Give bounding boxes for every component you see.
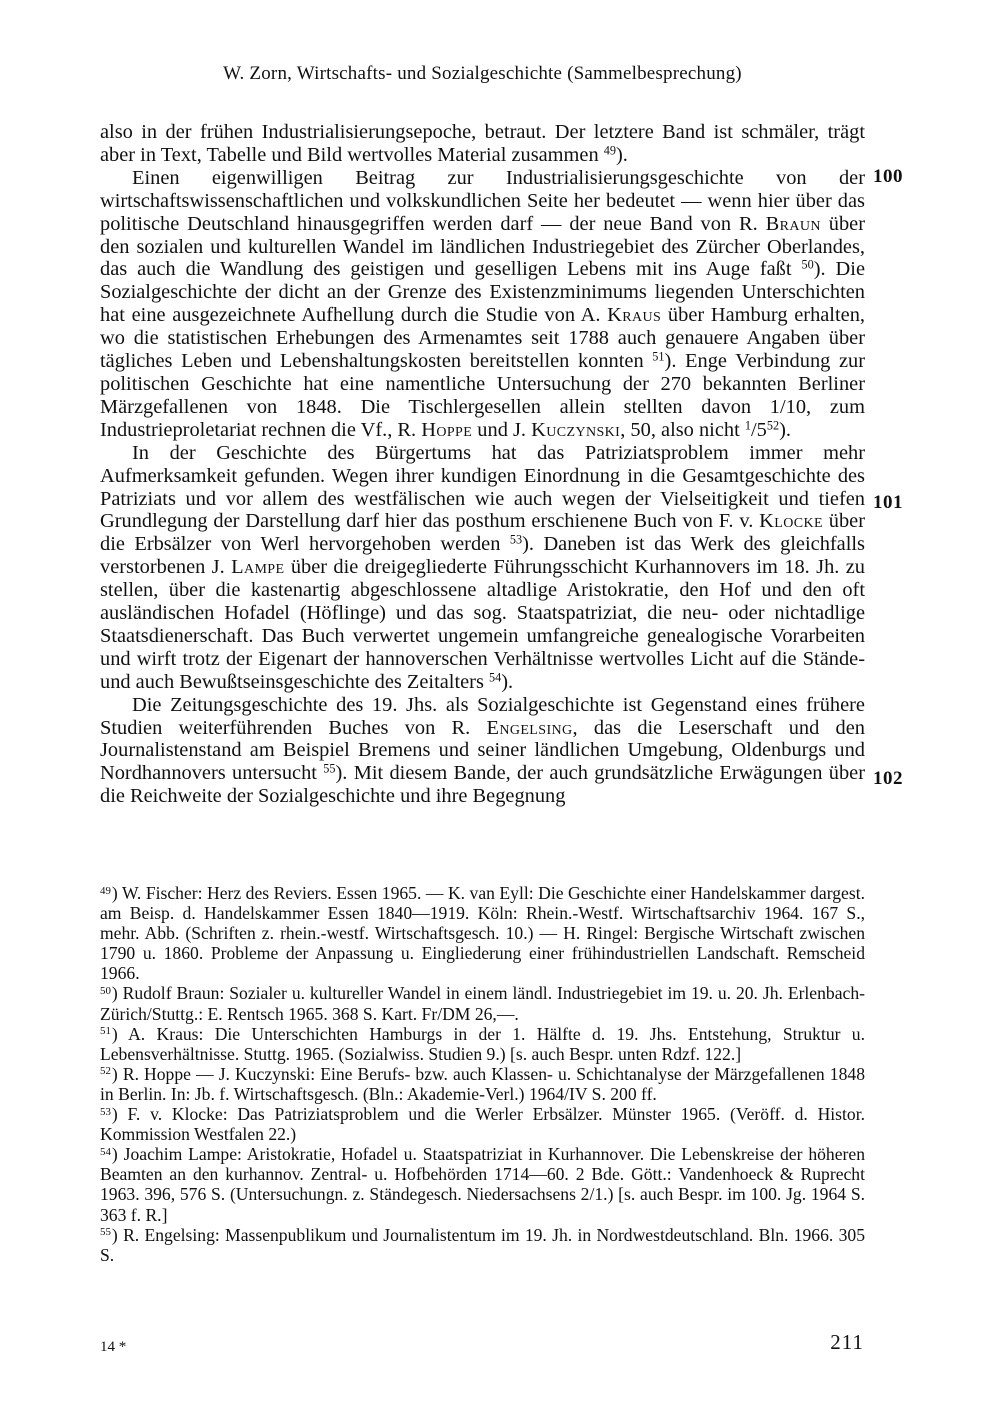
text-run: über die Erbsälzer von Werl hervorgehoben werden — [100, 510, 865, 556]
margin-number-100: 100 — [873, 166, 903, 187]
paragraph-1 — [100, 121, 865, 167]
footnote-text: ) A. Kraus: Die Unterschichten Hamburgs in der 1. Hälfte d. 19. Jhs. Entstehung, Struktur u. Lebensverhältnisse. Stuttg. 1965. (Sozialwiss. Studien 9.) [s. auch Bespr. unten Rdzf. 122.] — [100, 1023, 865, 1064]
text-run: Die Zeitungsgeschichte des 19. Jhs. als Sozialgeschichte ist Gegenstand eines frühere Studien weiterführenden Buches von R. — [100, 693, 865, 739]
author-name-kraus: Kraus — [607, 304, 662, 327]
footnote-mark: 54 — [100, 1145, 111, 1158]
running-head: W. Zorn, Wirtschafts- und Sozialgeschichte (Sammelbesprechung) — [223, 63, 742, 84]
page-number: 211 — [830, 1330, 864, 1354]
author-name-braun: Braun — [765, 212, 821, 235]
footnote-53 — [100, 1104, 865, 1144]
author-name-engelsing: Engelsing — [486, 716, 573, 739]
text-run: ). — [616, 143, 628, 166]
text-run: ). Daneben ist das Werk des gleichfalls verstorbenen J. — [100, 533, 865, 579]
paragraph-4 — [100, 694, 865, 809]
footnote-ref-49: 49 — [603, 143, 616, 158]
footnote-text: ) Rudolf Braun: Sozialer u. kultureller Wandel in einem ländl. Industriegebiet im 19. u. 20. Jh. Erlenbach-Zürich/Stuttg.: E. Rentsch 1965. 368 S. Kart. Fr/DM 26,—. — [100, 983, 865, 1024]
text-run: und J. — [472, 418, 532, 441]
footnote-50 — [100, 983, 865, 1023]
footnote-mark: 52 — [100, 1065, 111, 1078]
footnote-text: ) Joachim Lampe: Aristokratie, Hofadel u. Staatspatriziat in Kurhannover. Die Lebenskreise der höheren Beamten an den kurhannov. Zentral- u. Hofbehörden 1714—60. 2 Bde. Gött.: Vandenhoeck & Ruprecht 1963. 396, 576 S. (Untersuchungn. z. Ständegesch. Niedersachsens 2/1.) [s. auch Bespr. im 100. Jg. 1964 S. 363 f. R.] — [100, 1144, 865, 1225]
text-run: ). — [779, 418, 791, 441]
footnote-54 — [100, 1144, 865, 1224]
footnote-55 — [100, 1225, 865, 1265]
text-run: Einen eigenwilligen Beitrag zur Industrialisierungsgeschichte von der wirtschaftswissenschaftlichen und volkskundlichen Seite her bedeutet — wenn hier über das politische Deutschland hinausgegriffen werden darf — der neue Band von R. — [100, 166, 865, 235]
text-run: ). Mit diesem Bande, der auch grundsätzliche Erwägungen über die Reichweite der Sozialgeschichte und ihre Begegnung — [100, 762, 865, 808]
footnote-51 — [100, 1024, 865, 1064]
text-run: über die dreigegliederte Führungsschicht Kurhannovers im 18. Jh. zu stellen, über die kastenartig abgeschlossene altadlige Aristokratie, den Hof und den oft ausländischen Hofadel (Höflinge) und das sog. Staatspatriziat, die neu- oder nichtadlige Staatsdienerschaft. Das Buch verwertet ungemein umfangreiche genealogische Vorarbeiten und wirft trotz der Eigenart der hannoverschen Verhältnisse wertvolles Licht auf die Stände- und auch Bewußtseinsgeschichte des Zeitalters — [100, 556, 865, 693]
author-name-lampe: Lampe — [231, 556, 285, 579]
footnote-49 — [100, 883, 865, 983]
text-run: ). Enge Verbindung zur politischen Geschichte hat eine namentliche Untersuchung der 270 bekannten Berliner Märzgefallenen von 1848. Die Tischlergesellen allein stellten davon 1/10, zum Industrieproletariat rechnen die Vf., R. — [100, 350, 865, 441]
author-name-klocke: Klocke — [759, 510, 823, 533]
footnote-text: ) F. v. Klocke: Das Patriziatsproblem und die Werler Erbsälzer. Münster 1965. (Veröff. d. Histor. Kommission Westfalen 22.) — [100, 1104, 865, 1145]
footnotes — [100, 883, 865, 1265]
footnote-ref-55: 55 — [323, 761, 336, 776]
author-name-kuczynski: Kuczynski — [531, 418, 621, 441]
footnote-text: ) R. Hoppe — J. Kuczynski: Eine Berufs- bzw. auch Klassen- u. Schichtanalyse der Märzgefallenen 1848 in Berlin. In: Jb. f. Wirtschaftsgesch. (Bln.: Akademie-Verl.) 1964/IV S. 200 ff. — [100, 1063, 865, 1104]
footnote-text: ) W. Fischer: Herz des Reviers. Essen 1965. — K. van Eyll: Die Geschichte einer Handelskammer dargest. am Beisp. d. Handelskammer Essen 1840—1919. Köln: Rhein.-Westf. Wirtschaftsarchiv 1964. 167 S., mehr. Abb. (Schriften z. rhein.-westf. Wirtschaftsgesch. 10.) — H. Ringel: Bergische Wirtschaft zwischen 1790 u. 1860. Probleme der Anpassung u. Eingliederung einer frühindustriellen Landschaft. Remscheid 1966. — [100, 883, 865, 984]
fraction-numerator: 1 — [744, 418, 751, 433]
footnote-text: ) R. Engelsing: Massenpublikum und Journalistentum im 19. Jh. in Nordwestdeutschland. Bln. 1966. 305 S. — [100, 1224, 865, 1265]
footnote-mark: 55 — [100, 1226, 111, 1239]
margin-number-101: 101 — [873, 492, 903, 513]
text-run: über den sozialen und kulturellen Wandel im ländlichen Industriegebiet des Zürcher Oberlandes, das auch die Wandlung des geistigen und geselligen Lebens mit ins Auge faßt — [100, 212, 865, 281]
footnote-mark: 50 — [100, 985, 111, 998]
text-run: In der Geschichte des Bürgertums hat das Patriziatsproblem immer mehr Aufmerksamkeit gefunden. Wegen ihrer kundigen Einordnung in die Gesamtgeschichte des Patriziats und vor allem des westfälischen wie auch wegen der Vielseitigkeit und tiefen Grundlegung der Darstellung darf hier das posthum erschienene Buch von F. v. — [100, 441, 865, 533]
text-run: , das die Leserschaft und den Journalistenstand am Beispiel Bremens und seiner ländlichen Umgebung, Oldenburgs und Nordhannovers untersucht — [100, 716, 865, 785]
footnote-ref-50: 50 — [801, 257, 814, 272]
footnote-mark: 49 — [100, 884, 111, 897]
footnote-ref-51: 51 — [652, 349, 665, 364]
footnote-ref-52: 52 — [766, 418, 780, 433]
body-text — [100, 121, 865, 808]
footnote-mark: 51 — [100, 1025, 111, 1038]
margin-number-102: 102 — [873, 768, 903, 789]
text-run: ). — [501, 670, 514, 693]
printer-signature: 14 * — [100, 1339, 127, 1355]
text-run: , 50, also nicht — [620, 418, 745, 441]
text-run: ). Die Sozialgeschichte der dicht an der Grenze des Existenzminimums liegenden Unterschichten hat eine ausgezeichnete Aufhellung durch die Studie von A. — [100, 258, 865, 327]
footnote-mark: 53 — [100, 1105, 111, 1118]
paragraph-3 — [100, 442, 865, 694]
text-run: über Hamburg erhalten, wo die statistischen Erhebungen des Armenamtes seit 1788 auch genauere Angaben über tägliches Leben und Lebenshaltungskosten bereitstellen konnten — [100, 304, 865, 373]
footnote-ref-54: 54 — [489, 670, 502, 685]
fraction-denominator: /5 — [750, 418, 767, 441]
text-run: also in der frühen Industrialisierungsepoche, betraut. Der letztere Band ist schmäler, trägt aber in Text, Tabelle und Bild wertvolles Material zusammen — [100, 121, 865, 166]
footnote-52 — [100, 1064, 865, 1104]
footnote-ref-53: 53 — [509, 532, 523, 547]
author-name-hoppe: Hoppe — [421, 418, 473, 441]
paragraph-2 — [100, 167, 865, 442]
